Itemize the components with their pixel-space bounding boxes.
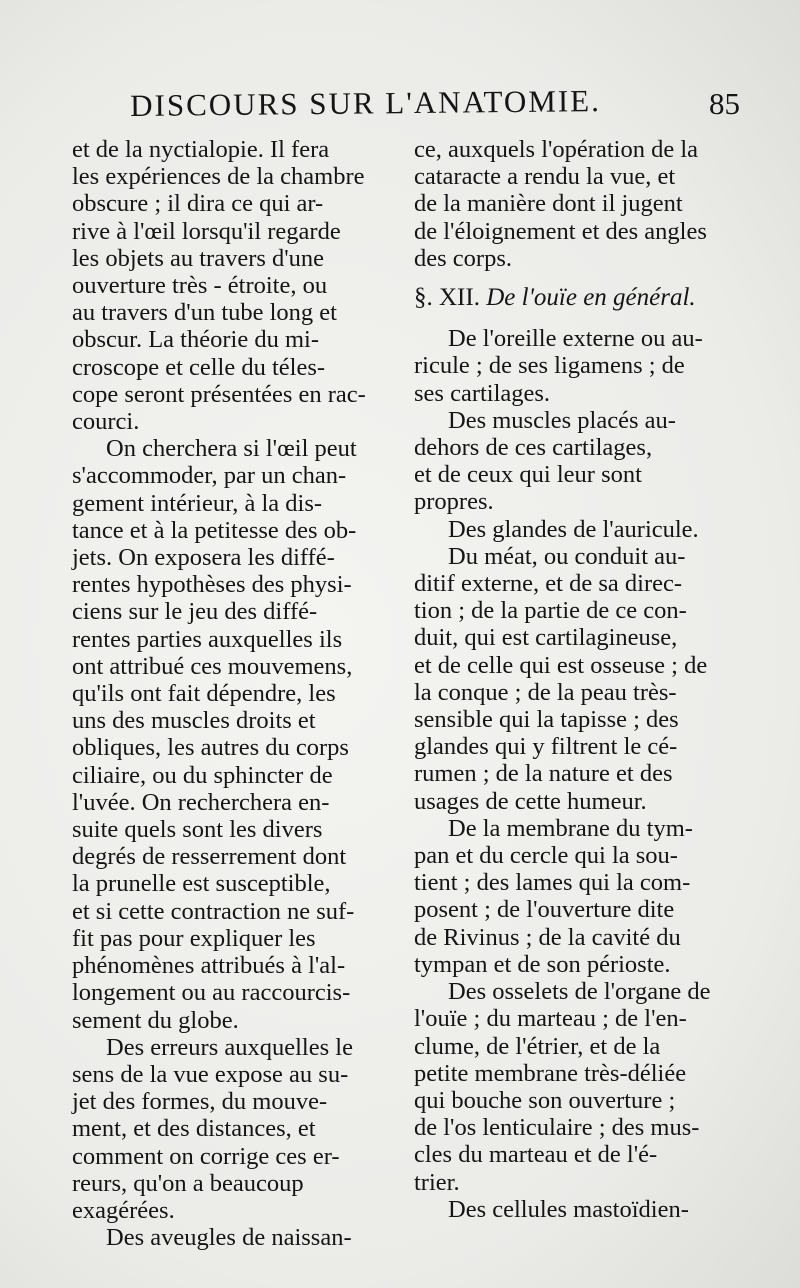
text-line: pan et du cercle qui la sou- [414,842,678,870]
right-column-continuation [414,136,770,272]
text-line: Du méat, ou conduit au- [448,542,686,570]
text-line: Des glandes de l'auricule. [448,515,699,543]
text-line: qui bouche son ouverture ; [414,1086,676,1114]
text-line: et de ceux qui leur sont [414,461,642,489]
text-line: de l'os lenticulaire ; des mus- [414,1114,700,1142]
text-line: tient ; des lames qui la com- [414,869,691,897]
text-line: longement ou au raccourcis- [72,979,351,1007]
text-line: ont attribué ces mouvemens, [72,652,353,680]
text-line: clume, de l'étrier, et de la [414,1032,661,1060]
text-line: la prunelle est susceptible, [72,870,331,898]
text-line: obliques, les autres du corps [72,734,349,762]
text-line: tance et à la petitesse des ob- [72,516,357,544]
text-line: gement intérieur, à la dis- [72,489,323,517]
text-line: rentes parties auxquelles ils [72,625,343,653]
text-line: petite membrane très-déliée [414,1059,687,1087]
text-line: cope seront présentées en rac- [72,380,366,408]
section-title: De l'ouïe en général. [486,284,696,312]
text-line: sement du globe. [72,1006,239,1034]
text-line: de la manière dont il jugent [414,190,683,218]
text-line: propres. [414,488,494,516]
text-line: ditif externe, et de sa direc- [414,570,683,598]
text-line: croscope et celle du téles- [72,353,326,381]
text-line: sens de la vue expose au su- [72,1060,349,1088]
section-number: §. XII. [414,284,480,312]
text-line: et de la nyctialopie. Il fera [72,136,330,163]
text-line: uns des muscles droits et [72,707,316,735]
text-line: courci. [72,408,140,436]
text-line: l'uvée. On recherchera en- [72,788,330,816]
left-column [72,136,412,1251]
text-line: ouverture très - étroite, ou [72,272,328,300]
paragraph [414,325,770,407]
paragraph [414,136,770,272]
text-line: tympan et de son périoste. [414,950,671,978]
text-line: phénomènes attribués à l'al- [72,952,346,980]
paragraph [414,978,770,1196]
text-line: au travers d'un tube long et [72,299,337,327]
right-column-paragraphs [414,325,770,1223]
paragraph [414,516,770,543]
text-line: ses cartilages. [414,379,551,407]
text-line: les objets au travers d'une [72,244,325,272]
text-line: duit, qui est cartilagineuse, [414,624,678,652]
text-line: De l'oreille externe ou au- [448,325,703,353]
text-line: cles du marteau et de l'é- [414,1141,658,1169]
text-line: cataracte a rendu la vue, et [414,163,676,191]
text-line: dehors de ces cartilages, [414,434,653,462]
text-line: glandes qui y filtrent le cé- [414,733,678,761]
text-line: rentes hypothèses des physi- [72,571,352,599]
text-line: posent ; de l'ouverture dite [414,896,675,924]
text-line: et de celle qui est osseuse ; de [414,651,708,679]
text-line: Des erreurs auxquelles le [106,1033,353,1061]
text-line: jet des formes, du mouve- [72,1088,328,1116]
paragraph [72,136,412,435]
text-line: tion ; de la partie de ce con- [414,597,687,625]
text-line: obscure ; il dira ce qui ar- [72,190,324,218]
text-line: de Rivinus ; de la cavité du [414,923,681,951]
right-column [414,136,770,1223]
text-line: et si cette contraction ne suf- [72,897,355,925]
text-line: ricule ; de ses ligamens ; de [414,352,685,380]
running-title: DISCOURS SUR L'ANATOMIE. [130,83,602,123]
text-line: Des aveugles de naissan- [106,1224,352,1252]
text-line: exagérées. [72,1196,175,1224]
paragraph [414,815,770,978]
text-line: Des cellules mastoïdien- [448,1195,689,1223]
text-line: les expériences de la chambre [72,163,365,191]
text-line: rumen ; de la nature et des [414,760,673,788]
text-line: ce, auxquels l'opération de la [414,136,699,163]
text-line: qu'ils ont fait dépendre, les [72,680,336,708]
text-line: obscur. La théorie du mi- [72,326,319,354]
text-line: de l'éloignement et des angles [414,217,707,245]
paragraph [72,1034,412,1224]
paragraph [414,543,770,815]
text-line: Des osselets de l'organe de [448,978,711,1006]
paragraph [414,407,770,516]
paragraph [72,435,412,1033]
text-line: On cherchera si l'œil peut [106,435,357,463]
text-line: Des muscles placés au- [448,406,676,434]
text-line: comment on corrige ces er- [72,1142,340,1170]
paragraph [414,1196,770,1223]
text-line: ciens sur le jeu des diffé- [72,598,318,626]
text-line: De la membrane du tym- [448,814,693,842]
text-line: sensible qui la tapisse ; des [414,706,679,734]
text-line: la conque ; de la peau très- [414,678,677,706]
section-heading [414,284,770,311]
text-line: rive à l'œil lorsqu'il regarde [72,217,341,245]
text-line: trier. [414,1168,460,1196]
text-line: fit pas pour expliquer les [72,924,316,952]
text-line: reurs, qu'on a beaucoup [72,1169,304,1197]
text-line: suite quels sont les divers [72,816,323,844]
text-line: usages de cette humeur. [414,787,647,815]
page-header [130,83,740,128]
text-line: s'accommoder, par un chan- [72,462,347,490]
text-line: jets. On exposera les diffé- [72,544,335,572]
page-number: 85 [709,86,740,121]
text-line: l'ouïe ; du marteau ; de l'en- [414,1005,687,1033]
text-line: degrés de resserrement dont [72,843,347,871]
text-line: ciliaire, ou du sphincter de [72,761,333,789]
text-line: ment, et des distances, et [72,1115,316,1143]
paragraph [72,1224,412,1251]
text-line: des corps. [414,244,512,272]
